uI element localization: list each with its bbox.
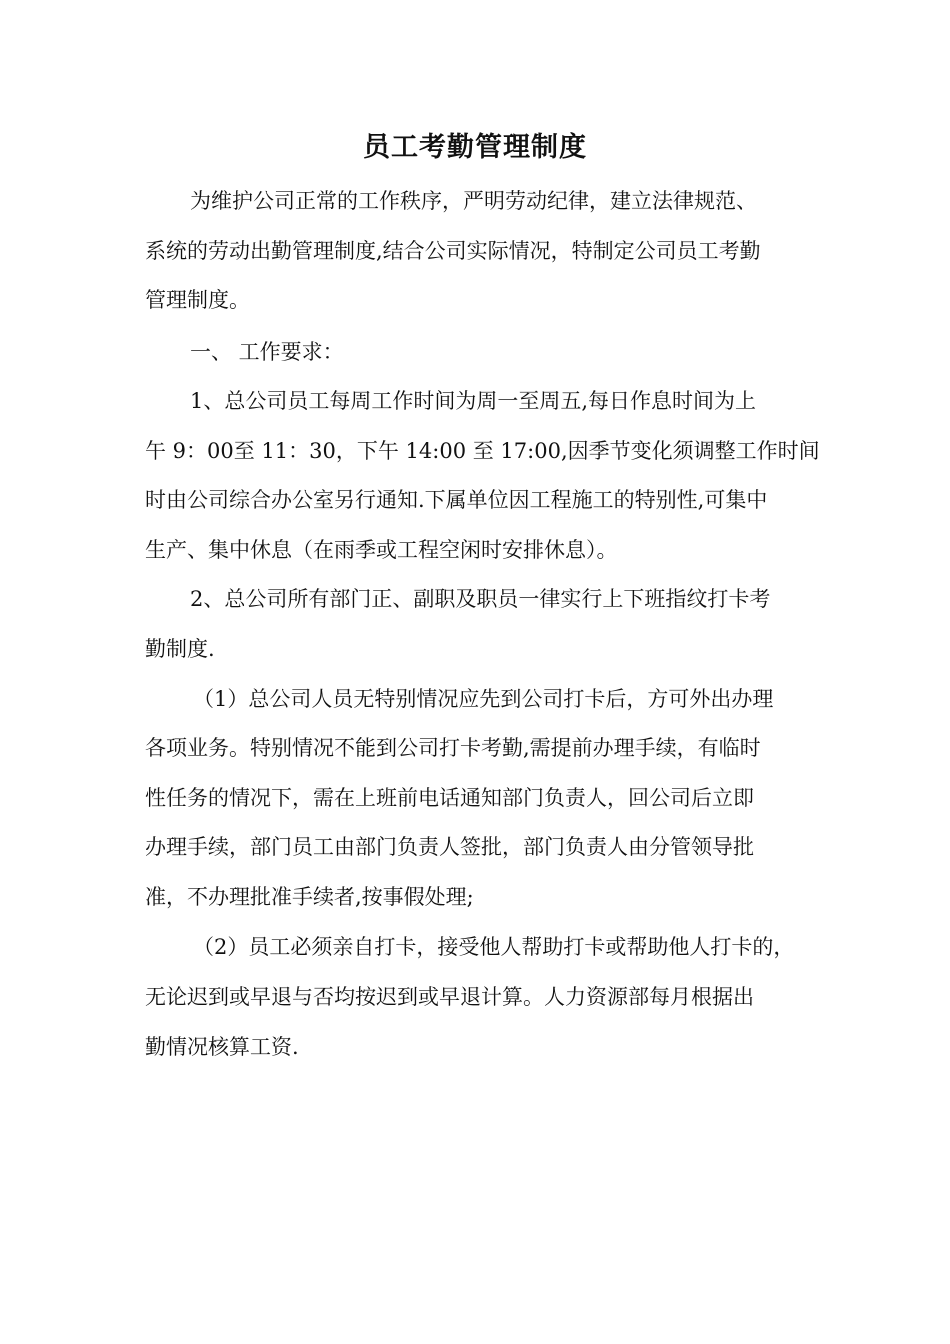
paragraph-line: 准，不办理批准手续者,按事假处理; (145, 885, 474, 909)
paragraph-line: （2）员工必须亲自打卡，接受他人帮助打卡或帮助他人打卡的， (193, 935, 795, 959)
paragraph-line: （1）总公司人员无特别情况应先到公司打卡后，方可外出办理 (193, 687, 774, 711)
paragraph-line: 无论迟到或早退与否均按迟到或早退计算。人力资源部每月根据出 (145, 985, 754, 1009)
paragraph-line: 办理手续，部门员工由部门负责人签批，部门负责人由分管领导批 (145, 835, 754, 859)
paragraph-line: 各项业务。特别情况不能到公司打卡考勤,需提前办理手续，有临时 (145, 736, 761, 760)
paragraph-line: 为维护公司正常的工作秩序，严明劳动纪律，建立法律规范、 (190, 189, 757, 213)
paragraph-line: 1、总公司员工每周工作时间为周一至周五,每日作息时间为上 (190, 389, 757, 413)
paragraph-line: 管理制度。 (145, 288, 250, 312)
paragraph-line: 生产、集中休息（在雨季或工程空闲时安排休息）。 (145, 538, 618, 562)
paragraph-line: 午 9：00至 11：30，下午 14:00 至 17:00,因季节变化须调整工作时间 (145, 439, 820, 463)
document-title: 员工考勤管理制度 (363, 132, 587, 163)
paragraph-line: 系统的劳动出勤管理制度,结合公司实际情况，特制定公司员工考勤 (145, 239, 761, 263)
paragraph-line: 2、总公司所有部门正、副职及职员一律实行上下班指纹打卡考 (190, 587, 771, 611)
paragraph-line: 勤制度. (145, 637, 215, 661)
paragraph-line: 性任务的情况下，需在上班前电话通知部门负责人，回公司后立即 (145, 786, 754, 810)
section-heading: 一、 工作要求： (190, 340, 344, 364)
paragraph-line: 时由公司综合办公室另行通知.下属单位因工程施工的特别性,可集中 (145, 488, 768, 512)
paragraph-line: 勤情况核算工资. (145, 1035, 299, 1059)
